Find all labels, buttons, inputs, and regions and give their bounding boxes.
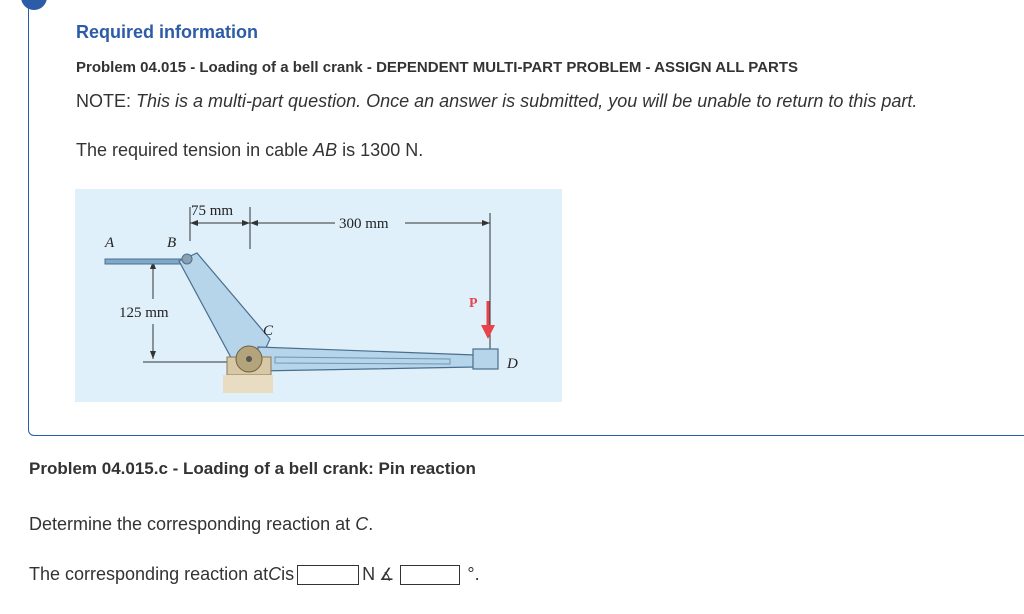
tension-statement: [76, 140, 423, 161]
part-title: Problem 04.015.c - Loading of a bell crank: Pin reaction: [29, 459, 476, 478]
problem-title: Problem 04.015 - Loading of a bell crank - DEPENDENT MULTI-PART PROBLEM - ASSIGN ALL PARTS: [76, 59, 799, 76]
label-d: D: [507, 356, 518, 372]
determine-prefix: Determine the corresponding reaction at: [29, 514, 356, 534]
answer-row: [29, 564, 480, 585]
label-c: C: [263, 323, 274, 339]
answer-is: is: [281, 564, 295, 584]
answer-prefix: The corresponding reaction at: [29, 564, 269, 584]
tension-prefix: The required tension in cable: [76, 140, 314, 160]
label-b: B: [167, 235, 177, 251]
answer-variable: C: [268, 564, 282, 584]
determine-suffix: .: [368, 514, 374, 534]
bell-crank-figure: [75, 189, 562, 402]
dim-125-mm: 125 mm: [119, 305, 169, 321]
angle-icon: ∡: [379, 564, 395, 584]
unit-label: N: [362, 564, 376, 584]
note-prefix: NOTE:: [76, 91, 137, 111]
note-text: [76, 90, 996, 113]
magnitude-input[interactable]: [297, 565, 359, 585]
dim-75-mm: 75 mm: [191, 203, 234, 219]
tension-variable: AB: [313, 140, 338, 160]
note-body: This is a multi-part question. Once an answer is submitted, you will be unable to return to this part.: [136, 91, 918, 111]
degree-label: °.: [467, 564, 480, 584]
label-p: P: [469, 296, 478, 311]
required-information-title: Required information: [76, 22, 259, 42]
angle-input[interactable]: [400, 565, 460, 585]
dim-300-mm: 300 mm: [339, 216, 389, 232]
determine-prompt: [29, 514, 373, 535]
tension-suffix: is 1300 N.: [337, 140, 424, 160]
label-a: A: [105, 235, 115, 251]
determine-variable: C: [355, 514, 369, 534]
